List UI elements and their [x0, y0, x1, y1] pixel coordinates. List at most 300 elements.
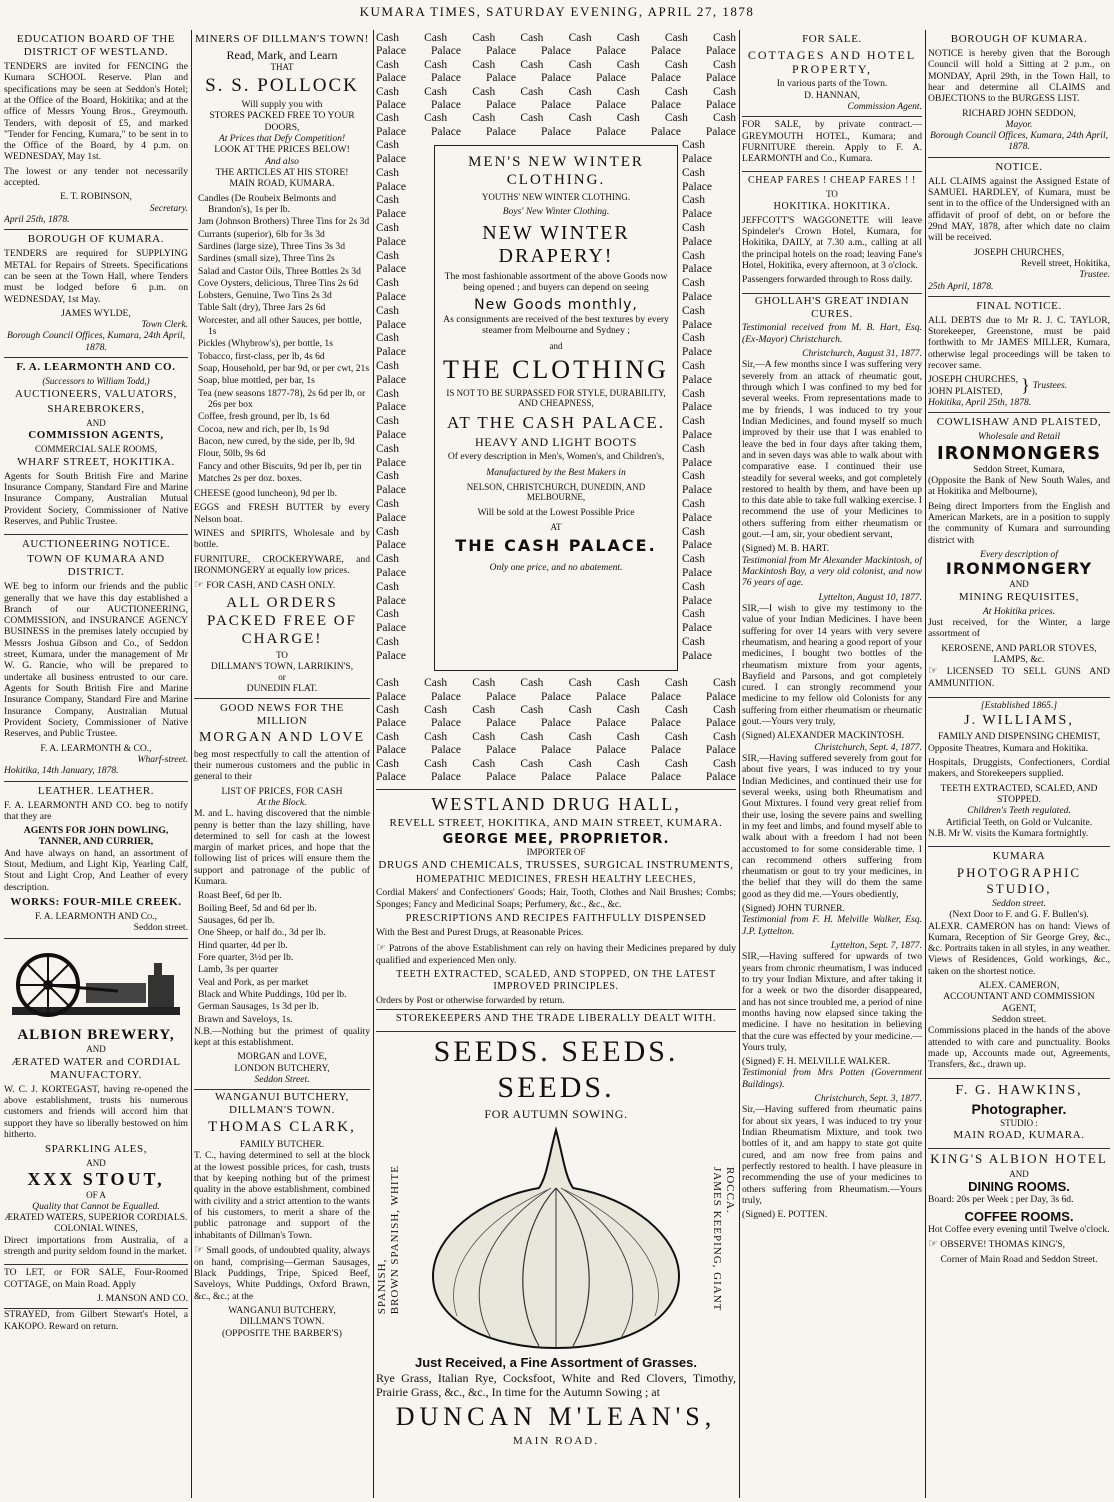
ad-body: Direct importations from Australia, of a strength and purity seldom found in the market. [4, 1234, 188, 1258]
ad-signature: JOSEPH CHURCHES, [973, 246, 1065, 258]
cash-palace-border-word: Palace [595, 771, 626, 784]
cash-palace-border-word: Palace [540, 45, 571, 58]
cash-palace-border-word: Cash [376, 85, 399, 98]
cash-palace-border-row [376, 32, 736, 45]
cash-palace-border-word: Cash [376, 635, 399, 648]
cash-palace-border-word: Palace [376, 484, 407, 497]
ad-address: Wharf-street. [137, 753, 188, 765]
cash-palace-border-word: Palace [682, 511, 713, 524]
list-item: Flour, 50lb, 9s 6d [198, 448, 266, 460]
firm-name: MORGAN AND LOVE [198, 730, 366, 746]
cash-palace-border-word: Palace [430, 771, 461, 784]
cash-palace-border-word: Cash [568, 112, 592, 125]
ad-line: KEROSENE, AND PARLOR STOVES, LAMPS, &c. [941, 642, 1097, 666]
to-let-ad [4, 1265, 188, 1309]
ad-signature: J. MANSON AND CO. [97, 1293, 188, 1305]
cash-palace-border-word: Palace [376, 208, 407, 221]
ad-role: Trustees. [1032, 380, 1068, 392]
ad-line: (Next Door to F. and G. F. Bullen's). [949, 909, 1089, 921]
cash-palace-border-word: Palace [376, 428, 407, 441]
ad-heading: COFFEE ROOMS. [964, 1208, 1074, 1224]
cash-palace-border-word: Cash [472, 757, 496, 770]
cash-palace-border-word: Cash [682, 525, 705, 538]
ad-line: In various parts of the Town. [776, 78, 888, 90]
cash-palace-border-word: Cash [712, 704, 736, 717]
ad-line: CHEESE (good luncheon), 9d per lb. [194, 488, 338, 500]
ad-body: WE beg to inform our friends and the public generally that we have this day established a Branch of our AUCTIONEERING, COMMISSION, and INSURANCE AGENCY BUSINESS in the premises lately occupied by Messrs Joshua Gibson and Co., of Seddon street, Kumara, under the management of Mr W. G. Rancie, who will be prepared to undertake all business entrusted to our care. Agents for South British Fire and Marine Insurance Company, Standard Fire and Marine Insurance Company, Australian Mutual Provident Society, Commissioner of Native Reserves, and Public Trustee. [4, 581, 188, 740]
cash-palace-border-word: Cash [424, 730, 448, 743]
firm-name: GEORGE MEE, PROPRIETOR. [442, 831, 670, 847]
cash-palace-border-word: Palace [376, 263, 407, 276]
ad-body: Rye Grass, Italian Rye, Cocksfoot, White and Red Clovers, Timothy, Prairie Grass, &c., &c., In time for the Autumn Sowing ; at [376, 1370, 736, 1399]
cash-palace-ad [376, 30, 736, 790]
cash-palace-border-word: Cash [472, 704, 496, 717]
cash-palace-border-word: Cash [664, 112, 688, 125]
claims-notice-ad [928, 158, 1110, 297]
cash-palace-border-word: Palace [682, 484, 713, 497]
ad-subheading: FOR AUTUMN SOWING. [484, 1107, 628, 1122]
column-rule [191, 30, 192, 1498]
cash-palace-border-word: Palace [682, 291, 713, 304]
ad-line: LIST OF PRICES, FOR CASH [221, 785, 343, 797]
ad-address: Seddon street. [992, 897, 1046, 909]
ad-line: At Hokitika prices. [982, 605, 1056, 617]
ad-line: FOR CASH, AND CASH ONLY. [206, 580, 336, 592]
testimonial-body: Sir,—Having suffered from rheumatic pains for about six years, I was induced to try your Indian Rheumatism Mixture, and took two bottles of it, and am happy to state got quite cured, and am now free from pains and perfectly restored to health. I have pleasure in recommending the use of your medicines to others suffering from Rheumatism.—Yours truly, [742, 1104, 922, 1206]
cash-palace-border-word: Cash [376, 166, 399, 179]
ad-body: Patrons of the above Establishment can rely on having their Medicines prepared by duly qualified and experienced Men only. [376, 942, 736, 966]
ad-heading: MEN'S NEW WINTER CLOTHING. [468, 154, 644, 188]
list-item: Worcester, and all other Sauces, per bottle, 1s [198, 314, 362, 338]
cash-palace-border-word: Palace [682, 428, 713, 441]
pointing-hand-icon: ☞ [928, 1238, 938, 1251]
cash-palace-border-word: Cash [568, 704, 592, 717]
cash-palace-border-word: Palace [376, 456, 407, 469]
list-item: Salad and Castor Oils, Three Bottles 2s 3d [198, 265, 361, 277]
learmonth-ad [4, 358, 188, 535]
ad-heading: NEW WINTER DRAPERY! [482, 221, 630, 268]
cash-palace-border-word: Cash [376, 112, 399, 125]
cash-palace-border-word: Cash [682, 553, 705, 566]
cash-palace-border-word: Cash [376, 304, 399, 317]
cash-palace-border-word: Cash [712, 58, 736, 71]
cash-palace-border-word: Cash [616, 704, 640, 717]
cash-palace-border-word: Cash [376, 730, 399, 743]
cash-palace-border-word: Cash [712, 677, 736, 690]
list-item: Currants (superior), 6lb for 3s 3d [198, 228, 325, 240]
ad-body: Being direct Importers from the English and American Markets, are in a position to supply the community of Kumara and surrounding district with [928, 500, 1110, 546]
cash-palace-border-word: Cash [616, 32, 640, 44]
cash-palace-border-word: Cash [520, 58, 544, 71]
ad-date: Lyttelton, August 10, 1877. [818, 591, 922, 603]
kings-albion-hotel-ad [928, 1151, 1110, 1266]
cash-palace-border-word: Palace [705, 72, 736, 85]
ad-line: New Goods monthly, [474, 297, 638, 314]
ad-body: F. A. LEARMONTH AND CO. beg to notify that they are [4, 799, 188, 822]
onion-illustration [421, 1126, 691, 1352]
cash-palace-border-word: Cash [682, 194, 705, 207]
cash-palace-border-word: Cash [682, 497, 705, 510]
cash-palace-border-row [376, 744, 736, 757]
ad-role: Town Clerk. [141, 319, 188, 331]
cash-palace-border-word: Cash [712, 85, 736, 98]
cash-palace-border-word: Palace [682, 318, 713, 331]
cash-palace-border-word: Cash [424, 704, 448, 717]
testimonial-body: SIR,—I wish to give my testimony to the value of your Indian Medicines. I have been suffering for over 14 years with very severe rheumatism, and hearing a good report of your medicines, I bought two bottles of the rheumatism mixture from your agents, Bayfield and Parsons, and got completely cured. I can strongly recommend your medicine to my fellow old Colonists for any suffering from either rheumatism or rheumatic gout.—Yours very truly, [742, 602, 922, 728]
cash-palace-border-word: Cash [472, 730, 496, 743]
masthead: KUMARA TIMES, SATURDAY EVENING, APRIL 27, 1878 [359, 4, 755, 19]
ad-signature: (Signed) M. B. HART. [742, 543, 830, 555]
ad-line: SHAREBROKERS, [47, 402, 145, 415]
cash-palace-border-word: Palace [430, 690, 461, 703]
cash-palace-border-word: Cash [682, 304, 705, 317]
ad-address: Revell street, Hokitika, [1021, 257, 1110, 269]
list-item: Matches 2s per doz. boxes. [198, 472, 302, 484]
cash-palace-border-word: Palace [705, 690, 736, 703]
ad-line: Hot Coffee every evening until Twelve o'clock. [928, 1224, 1110, 1236]
ad-date: Lyttelton, Sept. 7, 1877. [830, 940, 922, 952]
list-item: Tea (new seasons 1877-78), 2s 6d per lb, or 26s per box [198, 387, 366, 410]
cash-palace-border-word: Cash [376, 32, 399, 44]
cash-palace-border-word: Palace [682, 235, 713, 248]
cash-palace-border-word: Cash [682, 277, 705, 290]
cash-palace-border-word: Cash [376, 525, 399, 538]
cash-palace-border-word: Palace [540, 771, 571, 784]
testimonial-heading: Testimonial from Mr Alexander Mackintosh, of Mackintosh Bay, a very old colonist, and now 76 years of age. [742, 554, 922, 589]
cash-palace-border-word: Palace [376, 717, 407, 730]
cash-palace-border-word: Cash [568, 757, 592, 770]
pointing-hand-icon: ☞ [376, 941, 386, 954]
cash-palace-border-word: Palace [682, 401, 713, 414]
cash-palace-border-word: Cash [616, 58, 640, 71]
cash-palace-border-word: Palace [430, 125, 461, 138]
ad-line: AND [86, 417, 106, 428]
ad-address: (OPPOSITE THE BARBER'S) [222, 1327, 342, 1339]
ad-signature: JOHN PLAISTED, [928, 385, 1003, 397]
ad-line: XXX STOUT, [27, 1168, 165, 1189]
final-notice-ad [928, 297, 1110, 413]
ad-line: ALL ORDERS PACKED FREE OF CHARGE! [207, 595, 357, 647]
ad-line: MINING REQUISITES, [958, 590, 1080, 603]
ad-heading: IRONMONGERY [945, 559, 1093, 579]
cash-palace-border-word: Palace [376, 346, 407, 359]
cash-palace-border-word: Palace [682, 208, 713, 221]
cash-palace-border-word: Cash [376, 704, 399, 717]
ad-line: Hospitals, Druggists, Confectioners, Cordial makers, and Storekeepers supplied. [928, 757, 1110, 780]
ad-body: TENDERS are invited for FENCING the Kumara SCHOOL Reserve. Plan and specifications may be seen at Seddon's Hotel; at the Office of the Board, Hokitika; and at the office of Messrs Young Bros., Greymouth. Tenders, with deposit of £5, and marked "Tender for Fencing, Kumara," to be sent in to the Office of the Board, by 4 p.m. on WEDNESDAY, May 1st. [4, 60, 188, 163]
cash-palace-border-word: Palace [376, 291, 407, 304]
ad-line: TO [826, 189, 838, 200]
ad-signature: ALEX. CAMERON, [978, 980, 1060, 992]
ad-line: STOREKEEPERS AND THE TRADE LIBERALLY DEALT WITH. [376, 1009, 736, 1025]
ad-body: The most fashionable assortment of the above Goods now being opened ; and buyers can depend on seeing [444, 270, 668, 294]
ad-signature: E. T. ROBINSON, [60, 191, 132, 203]
ad-line: COMMERCIAL SALE ROOMS, [35, 444, 157, 455]
cash-palace-border-word: Cash [424, 32, 448, 44]
cash-palace-border-word: Cash [376, 580, 399, 593]
ad-line: OF A [86, 1190, 106, 1201]
ad-line: IMPORTER OF [526, 847, 586, 858]
ad-signature: F. A. LEARMONTH & CO., [40, 742, 152, 754]
cash-palace-border-word: Cash [616, 112, 640, 125]
ad-date: Hokitika, April 25th, 1878. [928, 397, 1032, 409]
ad-office: Borough Council Offices, Kumara, 24th April, 1878. [6, 330, 186, 353]
ad-line: COLONIAL WINES, [54, 1223, 138, 1235]
ad-line: Quality that Cannot be Equalled. [32, 1200, 160, 1212]
ad-role: Mayor. [1005, 118, 1033, 130]
cash-palace-border-word: Palace [485, 717, 516, 730]
ad-heading: MINERS OF DILLMAN'S TOWN! [195, 33, 369, 45]
cash-palace-border-word: Cash [520, 112, 544, 125]
ad-heading: GHOLLAH'S GREAT INDIAN CURES. [754, 294, 910, 320]
ad-address: WHARF STREET, HOKITIKA. [17, 455, 175, 468]
list-item: Cocoa, new and rich, per lb, 1s 9d [198, 423, 330, 435]
cash-palace-border-word: Cash [376, 387, 399, 400]
ghollah-cures-ad [742, 295, 922, 1221]
ad-signature: (Signed) ALEXANDER MACKINTOSH. [742, 730, 905, 742]
westland-drug-hall-ad [376, 790, 736, 1033]
cash-palace-border-word: Cash [682, 608, 705, 621]
cash-palace-border-row [376, 99, 736, 112]
cash-palace-border-word: Cash [712, 112, 736, 125]
column-rule [373, 30, 374, 1498]
cash-palace-border-word: Cash [376, 553, 399, 566]
cash-palace-border-word: Cash [424, 85, 448, 98]
ad-body: TO LET, or FOR SALE, Four-Roomed COTTAGE, on Main Road. Apply [4, 1267, 188, 1290]
ad-body: And have always on hand, an assortment of Stout, Medium, and Light Kip, Yearling Calf, Stout and Light Crop, And Leather of every description. [4, 847, 188, 893]
ad-line: AND [1009, 1168, 1029, 1179]
ad-role: Trustee. [1079, 269, 1110, 281]
ad-heading: IRONMONGERS [936, 442, 1102, 464]
ad-line: OBSERVE! THOMAS KING'S, [940, 1239, 1065, 1251]
cash-palace-border-word: Palace [650, 690, 681, 703]
cash-palace-border-word: Palace [376, 125, 407, 138]
cash-palace-border-top [376, 32, 736, 139]
cash-palace-border-word: Cash [664, 704, 688, 717]
ad-role: Commission Agent. [847, 100, 922, 112]
cash-palace-border-word: Cash [568, 58, 592, 71]
ad-body: JEFFCOTT'S WAGGONETTE will leave Spindeler's Crown Hotel, Kumara, for Hokitika, DAILY, at 7.30 a.m., calling at all the principal hotels on the road; leaving Fane's Hotel, Hokitika, every afternoon, at 3 o'clock. [742, 214, 922, 271]
cash-palace-border-word: Palace [682, 649, 713, 662]
albion-brewery-ad [4, 939, 188, 1266]
ad-date: 25th April, 1878. [928, 280, 994, 292]
cash-palace-border-row [376, 45, 736, 58]
cash-palace-border-word: Palace [430, 72, 461, 85]
list-item: German Sausages, 1s 3d per lb. [198, 1001, 319, 1013]
cash-palace-border-word: Palace [376, 539, 407, 552]
cash-palace-border-word: Palace [376, 401, 407, 414]
ad-heading: LEATHER. LEATHER. [37, 784, 155, 797]
cash-palace-border-word: Palace [682, 153, 713, 166]
ad-heading: AT THE CASH PALACE. [446, 413, 666, 432]
cash-palace-border-word: Palace [485, 99, 516, 112]
cash-palace-border-row [376, 704, 736, 717]
ad-signature: RICHARD JOHN SEDDON, [962, 107, 1076, 119]
cash-palace-border-word: Palace [376, 235, 407, 248]
cash-palace-border-word: Cash [424, 58, 448, 71]
ad-line: Just Received, a Fine Assortment of Grasses. [414, 1355, 697, 1371]
cash-palace-border-word: Cash [616, 757, 640, 770]
list-item: Veal and Pork, as per market [198, 976, 309, 988]
cash-palace-border-word: Cash [664, 730, 688, 743]
ad-line: Will supply you with [241, 99, 323, 111]
ad-body: TENDERS are required for SUPPLYING METAL for Repairs of Streets. Specifications can be seen at the Town Hall, where Tenders must be lodged before 6 p.m. on WEDNESDAY, 1st May. [4, 248, 188, 305]
ad-line: FAMILY AND DISPENSING CHEMIST, [938, 731, 1100, 743]
cash-palace-border-word: Cash [520, 32, 544, 44]
cash-palace-border-word: Palace [376, 72, 407, 85]
cash-palace-border-word: Palace [376, 153, 407, 166]
ad-line: Read, Mark, and Learn [226, 47, 338, 62]
cash-palace-border-word: Cash [664, 677, 688, 690]
cash-palace-border-word: Palace [376, 744, 407, 757]
list-item: Sardines (small size), Three Tins 2s [198, 253, 335, 265]
cash-palace-border-word: Cash [376, 497, 399, 510]
ad-line: Of every description in Men's, Women's, and Children's, [447, 451, 665, 463]
ad-date: Christchurch, August 31, 1877. [802, 348, 922, 360]
ad-heading: AUCTIONEERING NOTICE. [21, 538, 171, 551]
list-item: One Sheep, or half do., 3d per lb. [198, 927, 326, 939]
cash-palace-border-word: Cash [616, 85, 640, 98]
price-list [194, 193, 370, 485]
cash-palace-border-word: Palace [540, 125, 571, 138]
ad-line: AGENTS FOR JOHN DOWLING, TANNER, AND CURRIER, [23, 825, 169, 848]
ad-address: Seddon street. [991, 1014, 1047, 1026]
cash-palace-border-word: Cash [472, 112, 496, 125]
cash-palace-border-word: Palace [682, 373, 713, 386]
cash-palace-border-row [376, 677, 736, 690]
ad-heading: WANGANUI BUTCHERY, DILLMAN'S TOWN. [214, 1091, 350, 1117]
pollock-ad [194, 30, 370, 699]
ad-body: STRAYED, from Gilbert Stewart's Hotel, a KAKOPO. Reward on return. [4, 1309, 188, 1332]
column-4 [742, 30, 922, 1498]
ad-line: AUCTIONEERS, VALUATORS, [14, 387, 177, 400]
borough-tender-ad [4, 230, 188, 358]
cash-palace-border-word: Palace [430, 99, 461, 112]
ad-line: Orders by Post or otherwise forwarded by return. [376, 994, 565, 1006]
ad-address: Corner of Main Road and Seddon Street. [940, 1254, 1098, 1266]
cash-palace-border-word: Palace [682, 594, 713, 607]
cash-palace-border-word: Palace [650, 99, 681, 112]
cash-palace-border-word: Palace [376, 45, 407, 58]
cash-palace-border-word: Cash [520, 730, 544, 743]
list-item: Cove Oysters, delicious, Three Tins 2s 6d [198, 277, 359, 289]
cash-palace-border-word: Palace [650, 45, 681, 58]
leather-ad [4, 782, 188, 939]
ad-line: Board: 20s per Week ; per Day, 3s 6d. [928, 1194, 1074, 1206]
ad-line: PRESCRIPTIONS AND RECIPES FAITHFULLY DISPENSED [405, 913, 707, 925]
list-item: Boiling Beef, 5d and 6d per lb. [198, 902, 317, 914]
ad-line: AND [86, 1044, 106, 1055]
list-item: Coffee, fresh ground, per lb, 1s 6d [198, 411, 330, 423]
cash-palace-border-word: Cash [472, 58, 496, 71]
cheap-fares-ad [742, 172, 922, 293]
seed-variety-label: BROWN SPANISH, WHITE [388, 1164, 401, 1314]
ad-line: TEETH EXTRACTED, SCALED, AND STOPPED, ON THE LATEST IMPROVED PRINCIPLES. [396, 969, 716, 992]
ad-line: ÆRATED WATERS, SUPERIOR CORDIALS. [4, 1212, 188, 1224]
ad-body: ALL DEBTS due to Mr R. J. C. TAYLOR, Storekeeper, Greenstone, must be paid forthwith to Mr JAMES MILLER, Kumara, otherwise legal proceedings will be taken to recover same. [928, 314, 1110, 372]
strayed-ad [4, 1309, 188, 1332]
ad-line: AND [1009, 579, 1029, 590]
pointing-hand-icon: ☞ [194, 579, 204, 592]
ad-line: Boys' New Winter Clothing. [502, 206, 610, 218]
cash-palace-border-word: Palace [650, 72, 681, 85]
cash-palace-border-word: Cash [682, 580, 705, 593]
cash-palace-border-word: Palace [485, 744, 516, 757]
cash-palace-border-word: Palace [376, 373, 407, 386]
ad-date: April 25th, 1878. [4, 214, 70, 225]
ad-line: AT [550, 522, 562, 533]
cash-palace-border-word: Cash [568, 730, 592, 743]
cash-palace-border-row [376, 758, 736, 771]
ad-signature: JOSEPH CHURCHES, [928, 374, 1019, 386]
cash-palace-border-word: Cash [376, 608, 399, 621]
ad-body: Passengers forwarded through to Ross daily. [742, 274, 913, 286]
testimonial-heading: Testimonial from Mrs Potten (Government Buildings). [742, 1067, 922, 1090]
ad-note: (Successors to William Todd,) [42, 376, 150, 387]
firm-name: PHOTOGRAPHIC STUDIO, [956, 865, 1082, 896]
cash-palace-border-word: Palace [705, 125, 736, 138]
testimonial-body: SIR,—Having suffered for upwards of two years from chronic rheumatism, I was induced to try your Indian Mixture, and after taking it for a week or two the disorder disappeared, and has not since troubled me, a period of nine months having now elapsed since taking the medicine. I have no hesitation in believing that the cure was effected by your medicine.—Yours truly, [742, 951, 922, 1053]
ad-line: COMMISSION AGENTS, [28, 429, 164, 442]
cash-palace-border-word: Palace [705, 744, 736, 757]
cash-palace-border-word: Palace [595, 744, 626, 757]
ad-heading: NOTICE. [995, 160, 1043, 173]
ad-signature: D. HANNAN, [804, 89, 860, 101]
seed-variety-label: JAMES KEEPING, GIANT [711, 1167, 724, 1312]
list-item: Black and White Puddings, 10d per lb. [198, 988, 347, 1000]
ad-signature: (Signed) F. H. MELVILLE WALKER. [742, 1056, 891, 1068]
for-sale-ad [742, 30, 922, 117]
cash-palace-border-word: Palace [595, 125, 626, 138]
firm-name: J. WILLIAMS, [964, 712, 1074, 728]
ad-line: TEETH EXTRACTED, SCALED, AND STOPPED. [940, 782, 1098, 806]
cash-palace-border-word: Cash [616, 730, 640, 743]
list-item: Candles (De Roubeix Belmonts and Brandon's), 1s per lb. [198, 192, 337, 215]
ad-heading: CHEAP FARES ! CHEAP FARES ! ! [748, 175, 916, 187]
cash-palace-border-word: Cash [376, 249, 399, 262]
ad-line: YOUTHS' NEW WINTER CLOTHING. [481, 191, 631, 202]
cash-palace-border-word: Cash [568, 85, 592, 98]
list-item: Bacon, new cured, by the side, per lb, 9d [198, 435, 355, 447]
cash-palace-border-word: Cash [376, 58, 399, 71]
cash-palace-border-word: Palace [682, 456, 713, 469]
ad-signature: (Signed) E. POTTEN. [742, 1209, 828, 1221]
ad-note: N.B. Mr W. visits the Kumara fortnightly. [928, 827, 1089, 839]
cash-palace-border-word: Palace [682, 346, 713, 359]
education-board-ad [4, 30, 188, 230]
cash-palace-border-word: Palace [376, 511, 407, 524]
ad-office: Borough Council Offices, Kumara, 24th April, 1878. [929, 130, 1109, 153]
seed-variety-label: ROCCA. [724, 1167, 736, 1214]
steam-engine-illustration [8, 945, 184, 1023]
cash-palace-border-word: Cash [376, 415, 399, 428]
morgan-love-ad [194, 699, 370, 1090]
cash-palace-border-word: Palace [682, 180, 713, 193]
column-rule [925, 30, 926, 1498]
cash-palace-border-word: Cash [424, 757, 448, 770]
cash-palace-border-word: Palace [595, 99, 626, 112]
list-item: Table Salt (dry), Three Jars 2s 6d [198, 302, 326, 314]
cash-palace-border-word: Palace [430, 45, 461, 58]
cash-palace-border-word: Palace [595, 45, 626, 58]
cash-palace-border-word: Palace [540, 99, 571, 112]
cash-palace-border-word: Palace [682, 566, 713, 579]
column-2 [194, 30, 370, 1498]
list-item: Jam (Johnson Brothers) Three Tins for 2s 3d [198, 216, 370, 228]
ad-line: WINES and SPIRITS, Wholesale and by bottle. [194, 528, 370, 551]
cash-palace-border-word: Palace [485, 72, 516, 85]
column-rule [739, 30, 740, 1498]
